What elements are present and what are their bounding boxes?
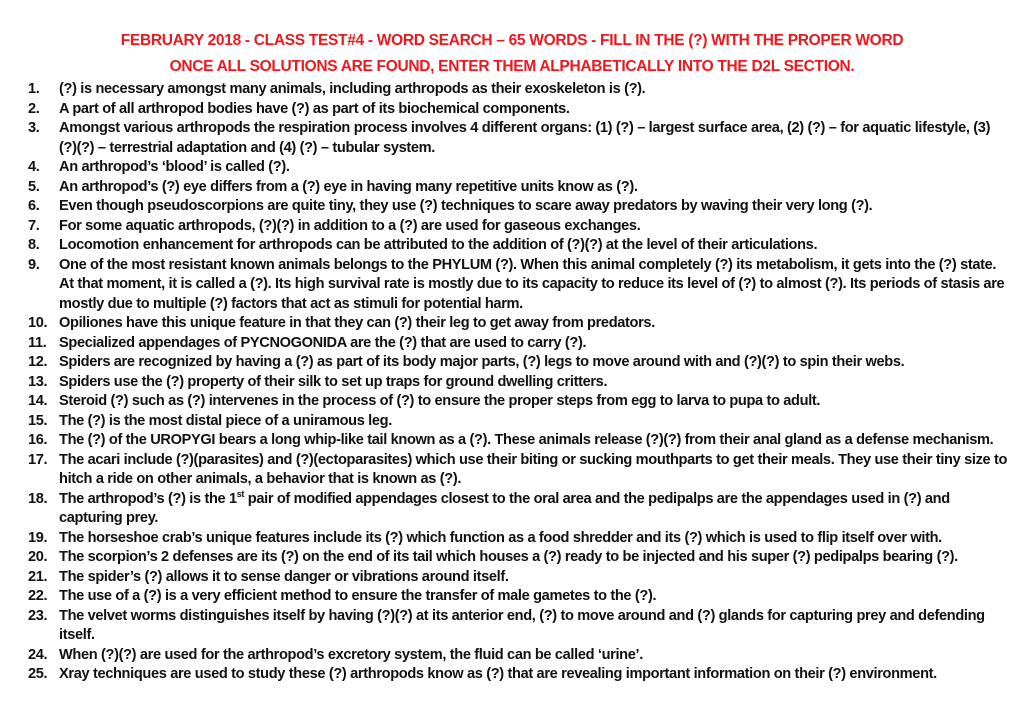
question-text-start: The arthropod’s (?) is the 1 [59,490,237,507]
question-number: 23. [28,607,48,624]
question-number: 7. [28,217,40,234]
question-number: 25. [28,666,48,682]
question-text: For some aquatic arthropods, (?)(?) in addition to a (?) are used for gaseous exchanges. [59,217,641,234]
question-item [28,490,1008,529]
question-text: Locomotion enhancement for arthropods can be attributed to the addition of (?)(?) at the level of their articulations. [59,237,818,253]
ordinal-suffix: st [236,488,245,499]
question-text: The (?) is the most distal piece of a uniramous leg. [59,412,392,429]
question-text: Xray techniques are used to study these (?) arthropods know as (?) that are revealing important information on their (?) environment. [59,666,937,682]
test-header [0,28,1024,80]
question-text: The scorpion’s 2 defenses are its (?) on the end of its tail which houses a (?) ready to be injected and his super (?) pedipalps bearing (?). [59,549,958,565]
question-item [28,314,1008,334]
question-item [28,607,1008,646]
question-text [59,490,1008,529]
question-number: 9. [28,256,40,273]
question-text: Spiders are recognized by having a (?) as part of its body major parts, (?) legs to move around with and (?)(?) to spin their webs. [59,354,905,370]
question-item [28,665,1008,685]
question-number: 15. [28,412,48,429]
question-number: 8. [28,237,40,253]
question-item [28,587,1008,607]
question-number: 19. [28,529,48,546]
question-item [28,373,1008,393]
question-text: The acari include (?)(parasites) and (?)(ectoparasites) which use their biting or sucking mouthparts to get their meals. They use their tiny size to hitch a ride on other animals, a behavior that is known as (?). [59,451,1008,487]
question-text: The (?) of the UROPYGI bears a long whip-like tail known as a (?). These animals release (?)(?) from their anal gland as a defense mechanism. [59,432,994,448]
question-text: The spider’s (?) allows it to sense danger or vibrations around itself. [59,568,509,585]
question-item [28,529,1008,549]
question-number: 2. [28,100,40,117]
question-text: A part of all arthropod bodies have (?) as part of its biochemical components. [59,100,570,117]
question-text-end: pair of modified appendages closest to the oral area and the pedipalps are the appendages used in (?) and capturing prey. [59,490,950,526]
question-item [28,158,1008,178]
question-number: 14. [28,393,48,409]
question-item [28,548,1008,568]
question-text: Amongst various arthropods the respiration process involves 4 different organs: (1) (?) – largest surface area, (2) (?) – for aquatic lifestyle, (3) (?)(?) – terrestrial adaptation and (4) (?) – tubular system. [59,120,991,156]
question-item [28,431,1008,451]
question-number: 16. [28,432,48,448]
header-instruction-line: ONCE ALL SOLUTIONS ARE FOUND, ENTER THEM ALPHABETICALLY INTO THE D2L SECTION. [169,58,855,75]
question-text: Specialized appendages of PYCNOGONIDA are the (?) that are used to carry (?). [59,334,587,351]
question-item [28,80,1008,100]
question-item [28,119,1008,158]
question-item [28,451,1008,490]
question-list [28,80,1008,685]
question-item [28,392,1008,412]
question-text: One of the most resistant known animals belongs to the PHYLUM (?). When this animal completely (?) its metabolism, it gets into the (?) state. At that moment, it is called a (?). Its high survival rate is mostly due to its capacity to reduce its level of (?) to almost (?). Its periods of stasis are mostly due to multiple (?) factors that act as stimuli for potential harm. [59,256,1005,312]
question-text: The horseshoe crab’s unique features include its (?) which function as a food shredder and its (?) which is used to flip itself over with. [59,529,942,546]
question-text: Opiliones have this unique feature in that they can (?) their leg to get away from predators. [59,315,655,331]
question-number: 11. [28,334,47,351]
question-text: An arthropod’s (?) eye differs from a (?) eye in having many repetitive units know as (?). [59,178,638,195]
question-item [28,236,1008,256]
question-item [28,256,1008,315]
question-item [28,334,1008,354]
question-number: 4. [28,159,40,175]
question-number: 18. [28,490,48,507]
question-text: The use of a (?) is a very efficient method to ensure the transfer of male gametes to the (?). [59,588,657,604]
question-item [28,646,1008,666]
question-number: 21. [28,568,48,585]
question-item [28,197,1008,217]
question-number: 13. [28,373,48,390]
question-text: The velvet worms distinguishes itself by having (?)(?) at its anterior end, (?) to move around and (?) glands for capturing prey and defending itself. [59,607,985,643]
question-item [28,100,1008,120]
header-title-line: FEBRUARY 2018 - CLASS TEST#4 - WORD SEARCH – 65 WORDS - FILL IN THE (?) WITH THE PROPER WORD [120,32,904,49]
question-item [28,568,1008,588]
question-item [28,353,1008,373]
question-number: 1. [28,81,40,97]
question-number: 24. [28,646,48,663]
question-text: (?) is necessary amongst many animals, including arthropods as their exoskeleton is (?). [59,81,646,97]
question-number: 22. [28,588,48,604]
question-number: 5. [28,178,40,195]
question-text: An arthropod’s ‘blood’ is called (?). [59,159,290,175]
question-text: Spiders use the (?) property of their silk to set up traps for ground dwelling critters. [59,373,608,390]
question-item [28,178,1008,198]
question-number: 12. [28,354,48,370]
question-number: 3. [28,120,40,136]
question-item [28,412,1008,432]
question-number: 10. [28,315,48,331]
question-item [28,217,1008,237]
question-text: When (?)(?) are used for the arthropod’s excretory system, the fluid can be called ‘urine’. [59,646,643,663]
question-text: Steroid (?) such as (?) intervenes in the process of (?) to ensure the proper steps from egg to larva to pupa to adult. [59,393,821,409]
question-number: 17. [28,451,48,468]
question-number: 6. [28,198,40,214]
question-number: 20. [28,549,48,565]
question-text: Even though pseudoscorpions are quite tiny, they use (?) techniques to scare away predators by waving their very long (?). [59,198,873,214]
